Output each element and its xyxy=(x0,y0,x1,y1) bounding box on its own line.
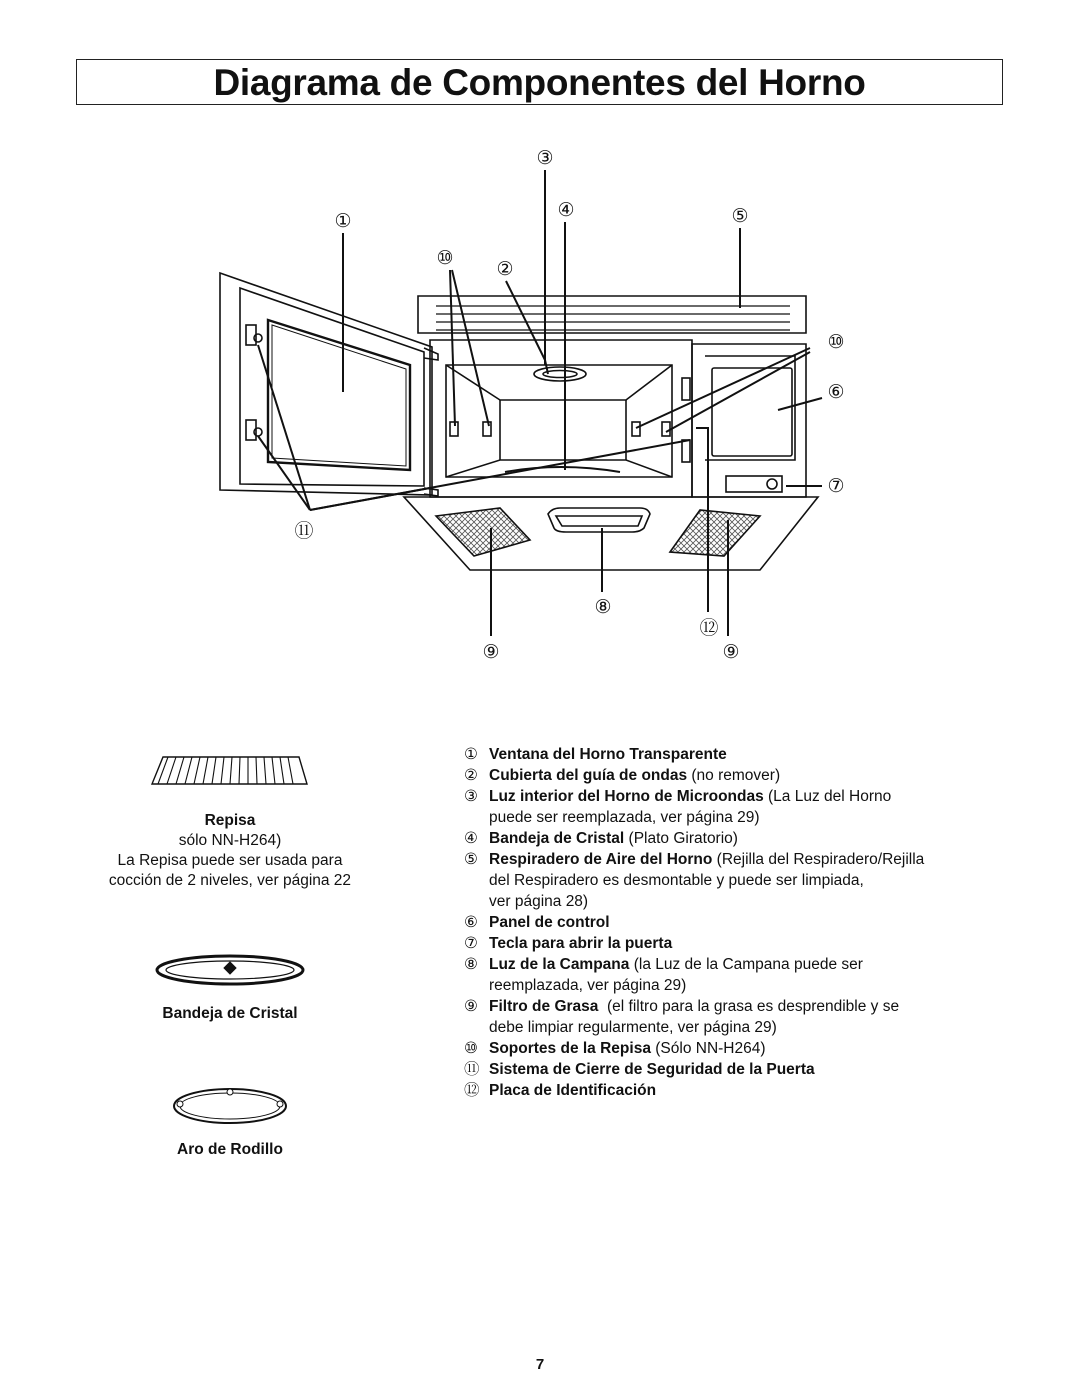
callout-9-left: ⑨ xyxy=(482,641,500,663)
legend-desc: debe limpiar regularmente, ver página 29) xyxy=(489,1019,777,1036)
legend-desc: del Respiradero es desmontable y puede ser limpiada, xyxy=(489,872,864,889)
repisa-name: Repisa xyxy=(204,812,256,829)
callout-6: ⑥ xyxy=(827,381,845,403)
legend-item xyxy=(464,765,1024,786)
legend-item xyxy=(464,954,1024,996)
aro-image xyxy=(174,1089,286,1123)
aro-label: Aro de Rodillo xyxy=(177,1141,283,1158)
callout-9-right: ⑨ xyxy=(722,641,740,663)
callout-8: ⑧ xyxy=(594,596,612,618)
repisa-model: sólo NN-H264) xyxy=(178,832,282,849)
legend-name: Ventana del Horno Transparente xyxy=(489,746,727,763)
legend-name: Luz interior del Horno de Microondas xyxy=(489,788,764,805)
legend-number: ⑫ xyxy=(464,1082,480,1099)
repisa-desc-1: La Repisa puede ser usada para xyxy=(117,852,343,869)
page-title: Diagrama de Componentes del Horno xyxy=(213,62,866,103)
repisa-image xyxy=(152,757,307,784)
callout-5: ⑤ xyxy=(731,205,749,227)
legend-desc: ver página 28) xyxy=(489,893,589,910)
bandeja-label: Bandeja de Cristal xyxy=(162,1005,298,1022)
bandeja-image xyxy=(157,956,303,984)
callout-1: ① xyxy=(334,210,352,232)
callout-10-left: ⑩ xyxy=(436,247,454,269)
legend-number: ⑪ xyxy=(464,1061,480,1078)
legend-name: Cubierta del guía de ondas xyxy=(489,767,688,784)
repisa-desc-2: cocción de 2 niveles, ver página 22 xyxy=(108,872,352,889)
legend-desc: reemplazada, ver página 29) xyxy=(489,977,687,994)
legend-name: Sistema de Cierre de Seguridad de la Puerta xyxy=(489,1061,815,1078)
legend-name: Tecla para abrir la puerta xyxy=(489,935,673,952)
legend-name: Filtro de Grasa xyxy=(489,998,599,1015)
page-number: 7 xyxy=(535,1356,545,1373)
legend-name: Panel de control xyxy=(489,914,610,931)
legend-item xyxy=(464,996,1024,1038)
legend-name: Soportes de la Repisa xyxy=(489,1040,651,1057)
oven-door xyxy=(220,273,438,496)
legend-item xyxy=(464,744,1024,765)
legend-desc: puede ser reemplazada, ver página 29) xyxy=(489,809,760,826)
legend-name: Bandeja de Cristal xyxy=(489,830,625,847)
callout-10-right: ⑩ xyxy=(827,331,845,353)
legend-desc: (Rejilla del Respiradero/Rejilla xyxy=(712,851,925,868)
legend-number: ③ xyxy=(464,788,478,805)
legend-number: ⑥ xyxy=(464,914,478,931)
legend-item xyxy=(464,849,1024,912)
component-legend xyxy=(464,744,1024,1101)
legend-desc: (La Luz del Horno xyxy=(763,788,892,805)
oven-body xyxy=(404,296,818,570)
legend-item xyxy=(464,933,1024,954)
legend-desc: (Sólo NN-H264) xyxy=(650,1040,766,1057)
callout-12: ⑫ xyxy=(699,617,719,639)
legend-number: ⑩ xyxy=(464,1040,478,1057)
legend-desc: (la Luz de la Campana puede ser xyxy=(629,956,863,973)
legend-name: Luz de la Campana xyxy=(489,956,630,973)
legend-number: ⑤ xyxy=(464,851,478,868)
legend-item xyxy=(464,912,1024,933)
legend-number: ⑨ xyxy=(464,998,478,1015)
callout-2: ② xyxy=(496,258,514,280)
legend-name: Placa de Identificación xyxy=(489,1082,657,1099)
legend-item xyxy=(464,828,1024,849)
legend-item xyxy=(464,786,1024,828)
legend-item xyxy=(464,1038,1024,1059)
legend-number: ② xyxy=(464,767,478,784)
repisa-label-block xyxy=(80,812,380,890)
legend-number: ⑦ xyxy=(464,935,478,952)
legend-name: Respiradero de Aire del Horno xyxy=(489,851,713,868)
legend-number: ① xyxy=(464,746,478,763)
legend-number: ⑧ xyxy=(464,956,478,973)
legend-item xyxy=(464,1080,1024,1101)
callout-3: ③ xyxy=(536,147,554,169)
legend-desc: (el filtro para la grasa es desprendible y se xyxy=(598,998,900,1015)
callout-4: ④ xyxy=(557,199,575,221)
callout-11: ⑪ xyxy=(294,520,314,542)
legend-item xyxy=(464,1059,1024,1080)
legend-desc: (Plato Giratorio) xyxy=(624,830,738,847)
legend-number: ④ xyxy=(464,830,478,847)
callout-7: ⑦ xyxy=(827,475,845,497)
legend-desc: (no remover) xyxy=(687,767,781,784)
